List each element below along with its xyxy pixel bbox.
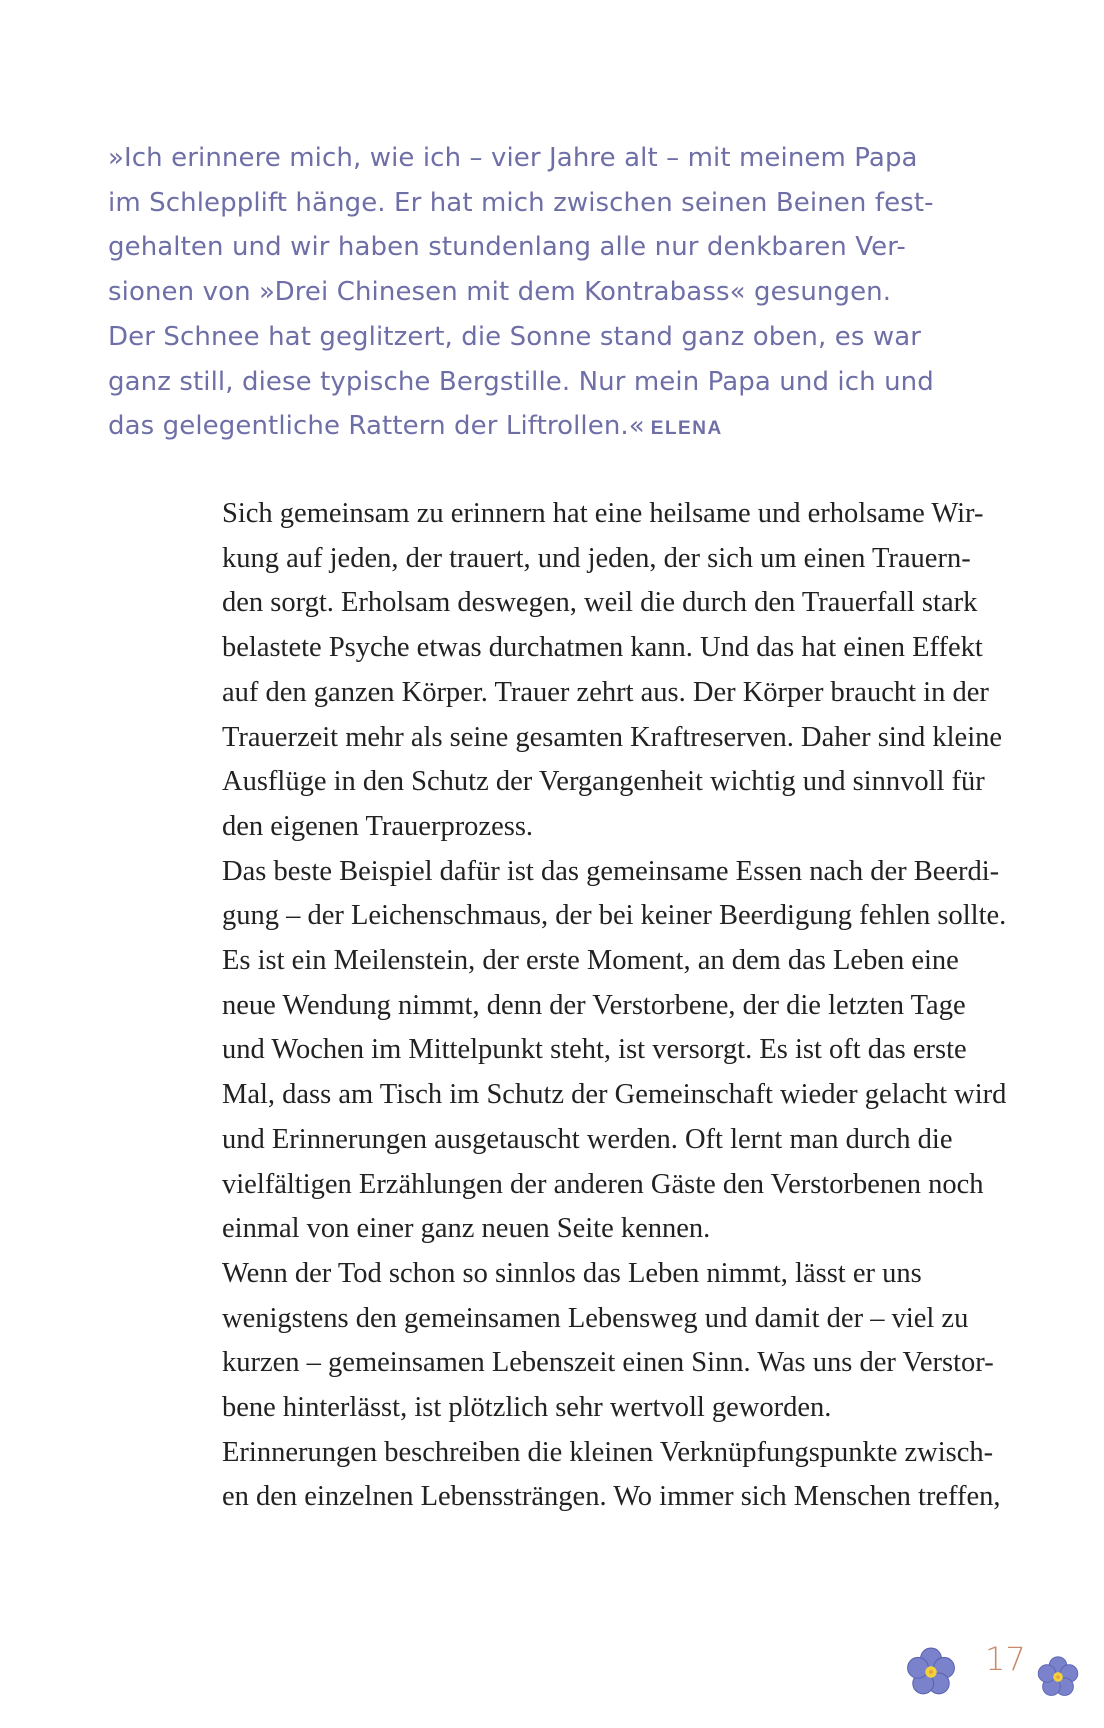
body-line: kurzen – gemeinsamen Lebenszeit einen Sinn. Was uns der Verstor- [222, 1347, 994, 1379]
body-line: Das beste Beispiel dafür ist das gemeinsame Essen nach der Beerdi- [222, 855, 1000, 887]
body-line: auf den ganzen Körper. Trauer zehrt aus. Der Körper braucht in der [222, 676, 989, 708]
body-line: bene hinterlässt, ist plötzlich sehr wertvoll geworden. [222, 1392, 832, 1424]
quote-line: ganz still, diese typische Bergstille. Nur mein Papa und ich und [108, 366, 934, 397]
body-line: den eigenen Trauerprozess. [222, 810, 534, 842]
quote-block [108, 136, 968, 452]
body-line: kung auf jeden, der trauert, und jeden, der sich um einen Trauern- [222, 542, 971, 574]
body-line: Sich gemeinsam zu erinnern hat eine heilsame und erholsame Wir- [222, 498, 984, 529]
quote-line: sionen von »Drei Chinesen mit dem Kontrabass« gesungen. [108, 277, 892, 308]
body-line: Wenn der Tod schon so sinnlos das Leben nimmt, lässt er uns [222, 1257, 922, 1289]
quote-last-line [108, 404, 968, 452]
page-number: 17 [985, 1640, 1026, 1678]
quote-line: im Schlepplift hänge. Er hat mich zwischen seinen Beinen fest- [108, 187, 934, 218]
body-line: Erinnerungen beschreiben die kleinen Verknüpfungspunkte zwisch- [222, 1436, 994, 1468]
body-line: den sorgt. Erholsam deswegen, weil die durch den Trauerfall stark [222, 587, 978, 619]
forget-me-not-flower-icon [1036, 1655, 1080, 1699]
body-line: einmal von einer ganz neuen Seite kennen. [222, 1213, 711, 1245]
quote-line-text: das gelegentliche Rattern der Liftrollen.« [108, 411, 645, 442]
body-line: und Erinnerungen ausgetauscht werden. Oft lernt man durch die [222, 1123, 953, 1155]
body-line: und Wochen im Mittelpunkt steht, ist versorgt. Es ist oft das erste [222, 1034, 967, 1066]
body-line: vielfältigen Erzählungen der anderen Gäste den Verstorbenen noch [222, 1168, 984, 1200]
quote-author: ELENA [650, 418, 723, 440]
body-line: Mal, dass am Tisch im Schutz der Gemeinschaft wieder gelacht wird [222, 1079, 1007, 1111]
body-line: Ausflüge in den Schutz der Vergangenheit wichtig und sinnvoll für [222, 766, 985, 798]
body-line: gung – der Leichenschmaus, der bei keiner Beerdigung fehlen sollte. [222, 900, 1007, 932]
quote-line: Der Schnee hat geglitzert, die Sonne stand ganz oben, es war [108, 321, 922, 352]
body-line: wenigstens den gemeinsamen Lebensweg und damit der – viel zu [222, 1302, 969, 1334]
quote-line: gehalten und wir haben stundenlang alle nur denkbaren Ver- [108, 232, 906, 263]
body-line: neue Wendung nimmt, denn der Verstorbene, der die letzten Tage [222, 989, 966, 1021]
body-text [222, 492, 1032, 1520]
forget-me-not-flower-icon [905, 1646, 957, 1698]
body-line: Trauerzeit mehr als seine gesamten Kraftreserven. Daher sind kleine [222, 721, 1003, 753]
quote-line: »Ich erinnere mich, wie ich – vier Jahre alt – mit meinem Papa [108, 143, 918, 173]
body-line: en den einzelnen Lebenssträngen. Wo immer sich Menschen treffen, [222, 1481, 1001, 1513]
body-line: Es ist ein Meilenstein, der erste Moment, an dem das Leben eine [222, 945, 959, 977]
body-line: belastete Psyche etwas durchatmen kann. Und das hat einen Effekt [222, 632, 983, 664]
